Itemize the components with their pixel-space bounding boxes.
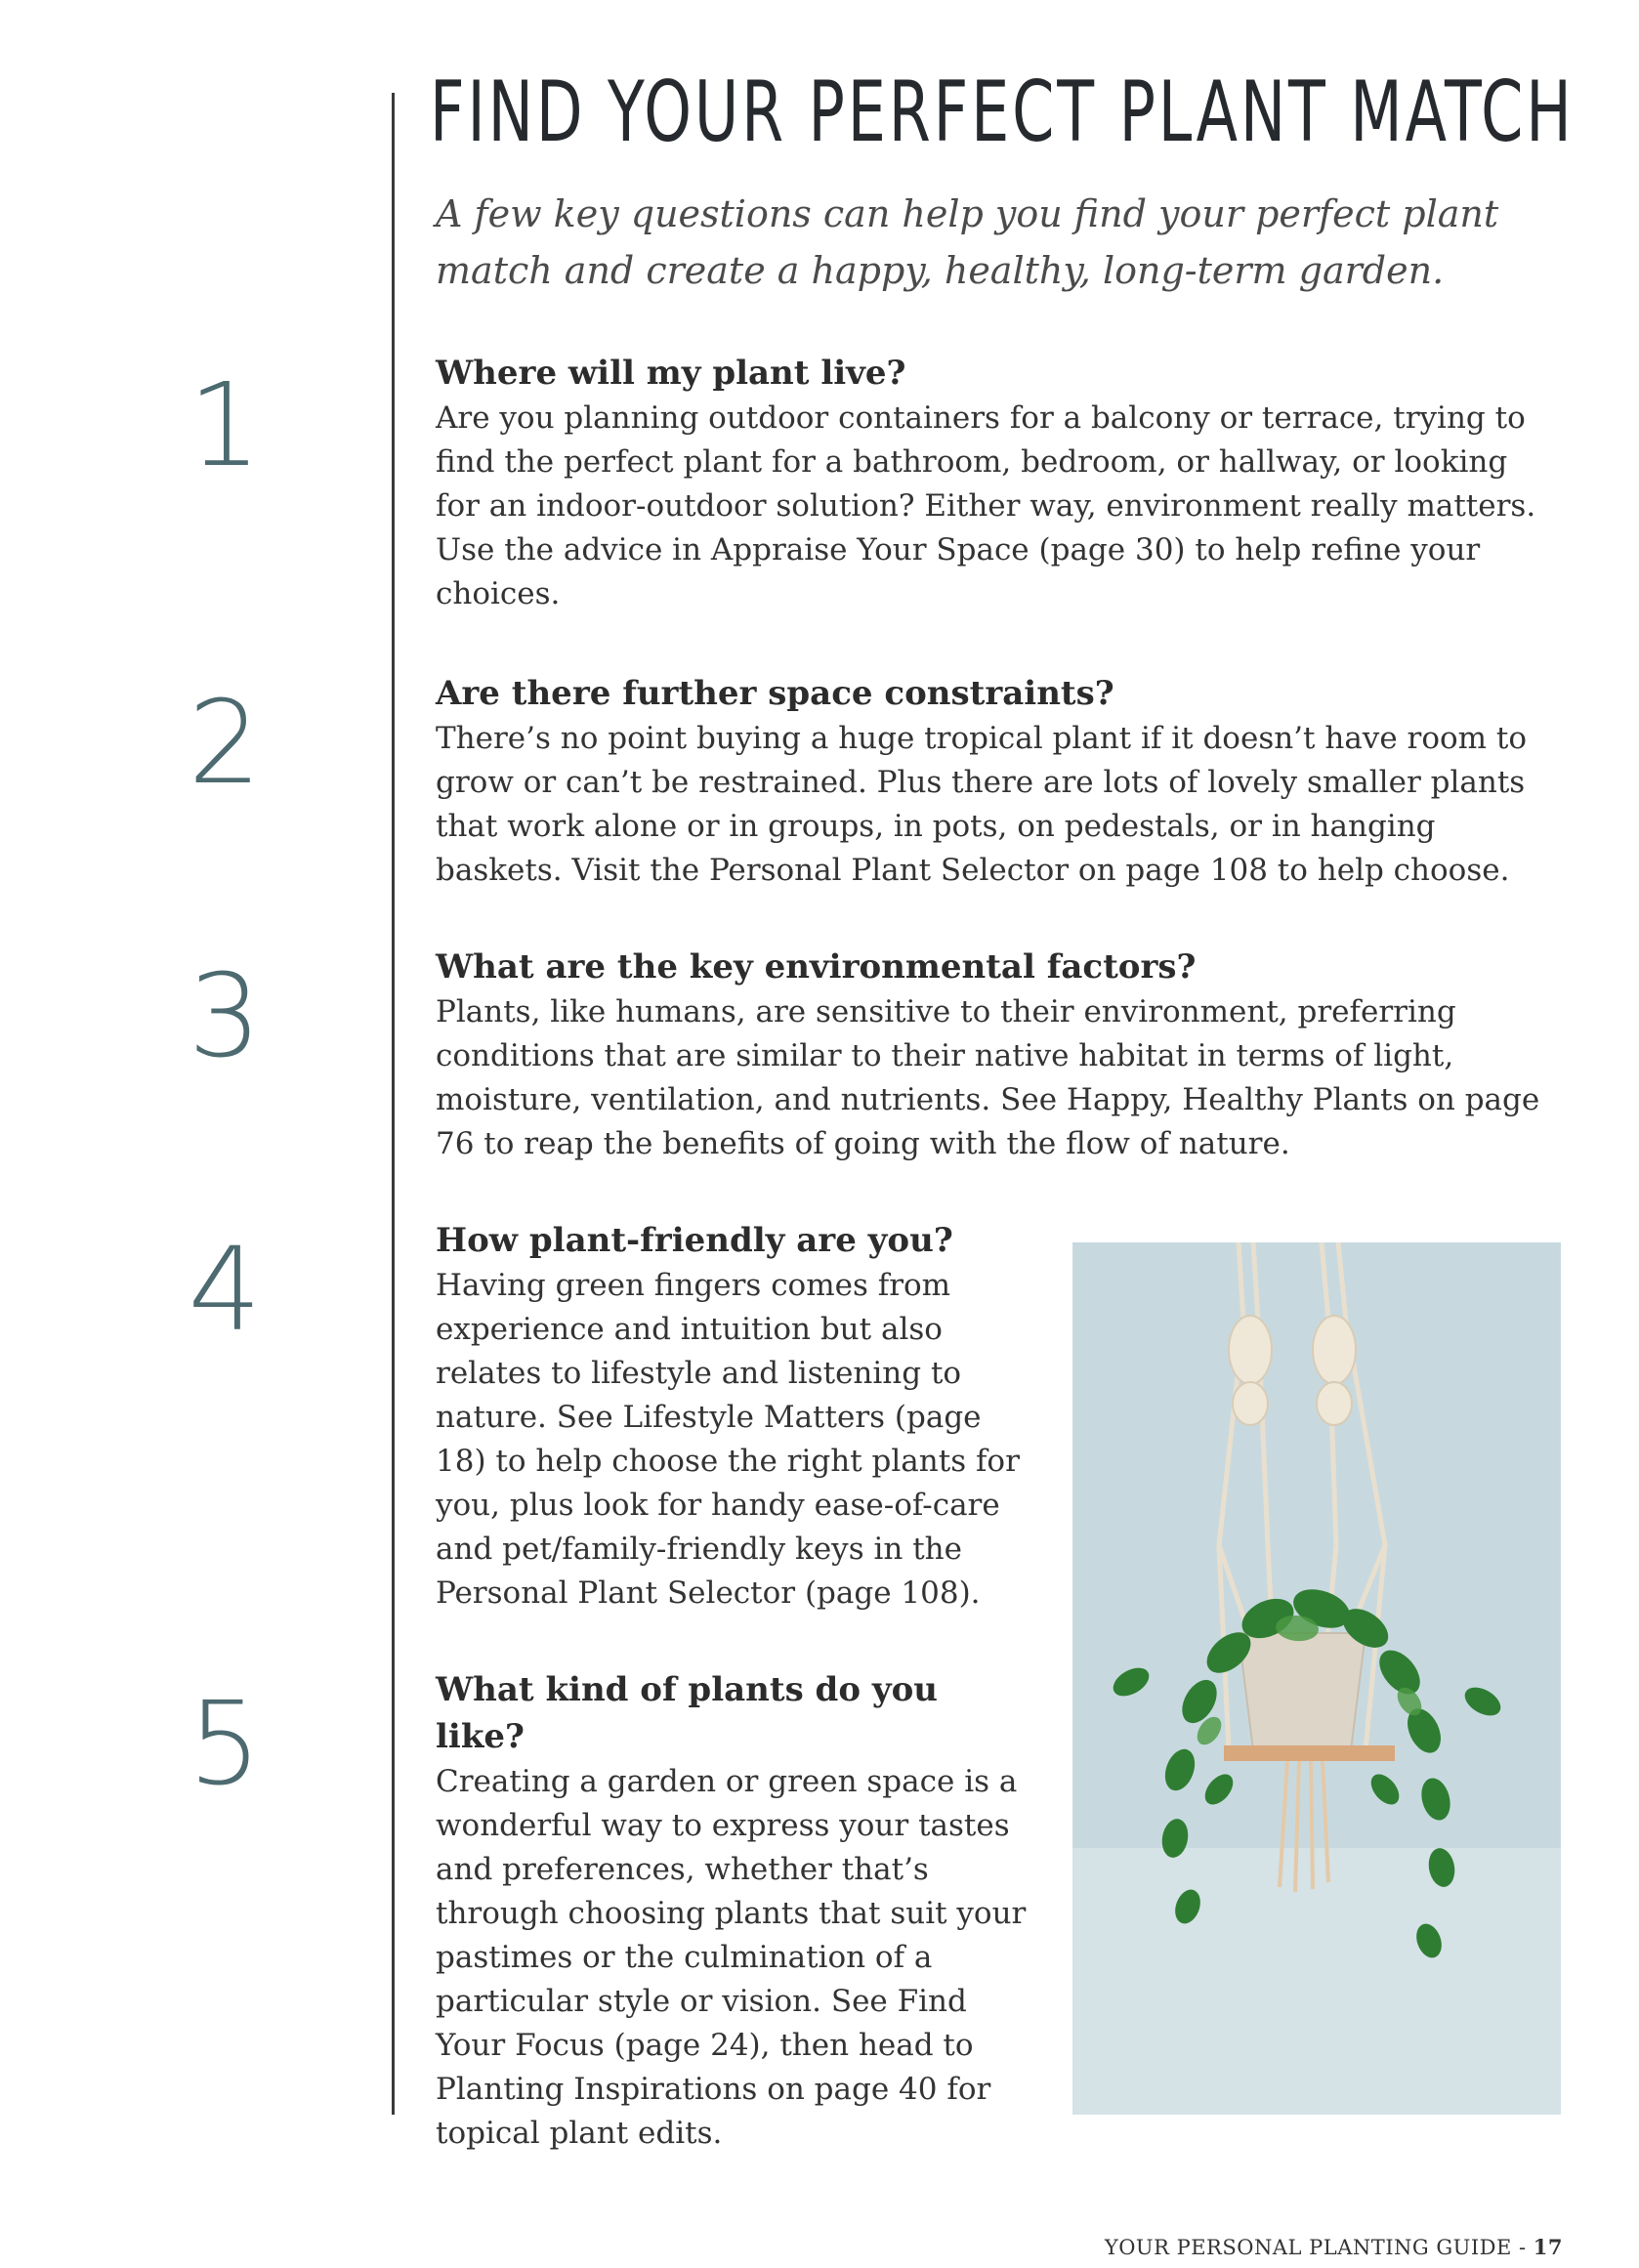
page-number: 17 — [1533, 2235, 1563, 2259]
question-block-5 — [436, 1666, 1031, 2156]
question-block-3 — [436, 944, 1559, 1166]
question-heading: Where will my plant live? — [436, 354, 906, 393]
page-title: FIND YOUR PERFECT PLANT MATCH — [430, 63, 1575, 161]
question-body: Having green fingers comes from experience and intuition but also relates to lifestyle and listening to nature. See Lifestyle Matters (page 18) to help choose the right plants for you, plus look for handy ease-of-care and pet/family-friendly keys in the Personal Plant Selector (page 108). — [436, 1268, 1020, 1611]
question-heading: What kind of plants do you like? — [436, 1670, 938, 1756]
vertical-rule — [392, 93, 395, 2115]
question-number-2: 2 — [188, 675, 262, 810]
question-body: Creating a garden or green space is a wonderful way to express your tastes and preferences, whether that’s through choosing plants that suit your pastimes or the culmination of a particular style or vision. See Find Your Focus (page 24), then head to Planting Inspirations on page 40 for topical plant edits. — [436, 1764, 1027, 2151]
question-heading: Are there further space constraints? — [436, 674, 1114, 713]
question-number-4: 4 — [188, 1222, 262, 1357]
running-head: YOUR PERSONAL PLANTING GUIDE — [1104, 2236, 1512, 2259]
question-body: There’s no point buying a huge tropical plant if it doesn’t have room to grow or can’t be restrained. Plus there are lots of lovely smaller plants that work alone or in groups, in pots, on pedestals, or in hanging baskets. Visit the Personal Plant Selector on page 108 to help choose. — [436, 721, 1528, 888]
question-heading: What are the key environmental factors? — [436, 947, 1197, 987]
question-block-4 — [436, 1217, 1031, 1616]
question-block-1 — [436, 350, 1559, 616]
question-body: Are you planning outdoor containers for a balcony or terrace, trying to find the perfect plant for a bathroom, bedroom, or hallway, or looking for an indoor-outdoor solution? Either way, environment really matters. Use the advice in Appraise Your Space (page 30) to help refine your choices. — [436, 400, 1536, 611]
question-heading: How plant-friendly are you? — [436, 1221, 953, 1260]
hanging-plant-photo — [1072, 1242, 1561, 2115]
footer-separator: - — [1511, 2236, 1534, 2259]
question-block-2 — [436, 670, 1559, 893]
running-footer — [1104, 2235, 1563, 2260]
hanging-plant-macrame-icon — [1072, 1242, 1561, 2115]
question-number-3: 3 — [188, 948, 262, 1083]
intro-text: A few key questions can help you find your perfect plant match and create a happy, healthy, long-term garden. — [436, 192, 1499, 292]
question-number-1: 1 — [188, 357, 262, 492]
question-number-5: 5 — [188, 1676, 262, 1811]
question-body: Plants, like humans, are sensitive to their environment, preferring conditions that are similar to their native habitat in terms of light, moisture, ventilation, and nutrients. See Happy, Healthy Plants on page 76 to reap the benefits of going with the flow of nature. — [436, 994, 1540, 1161]
